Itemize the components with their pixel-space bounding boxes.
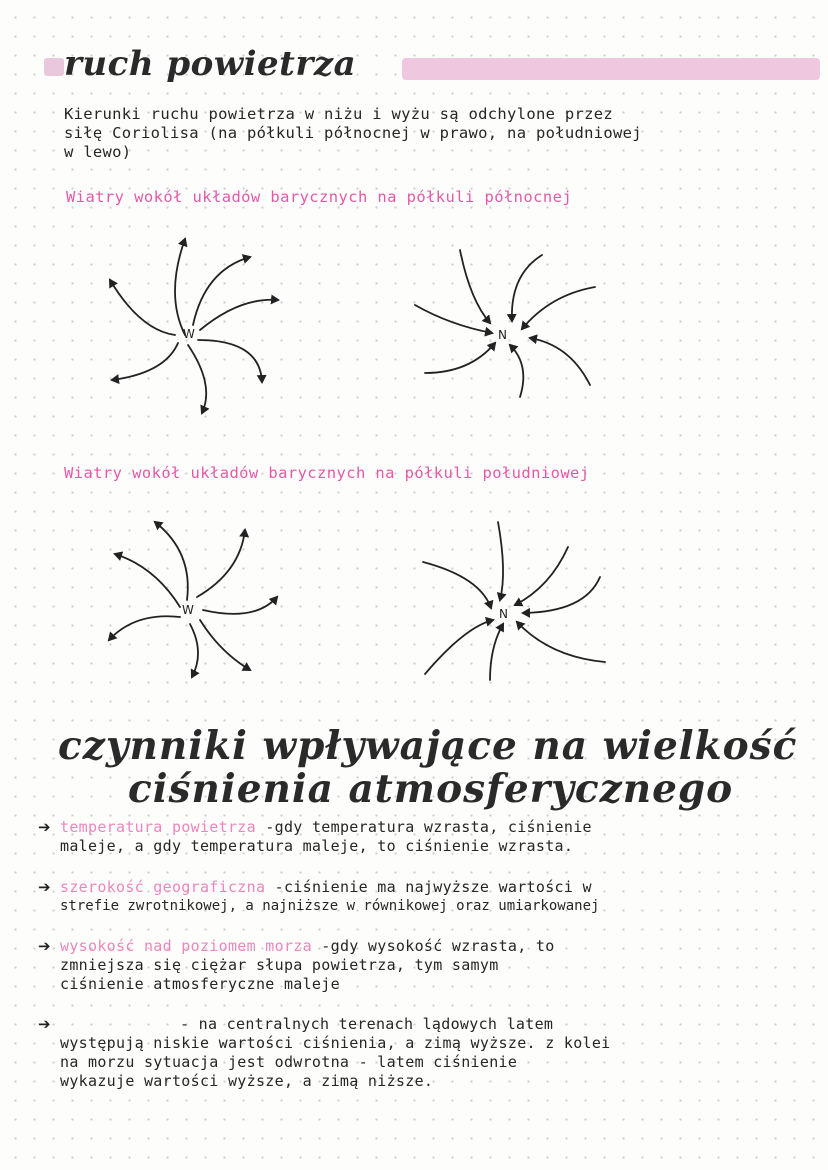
wind-arrow (425, 343, 495, 373)
diagram-south (95, 512, 615, 682)
arrow-right-icon: ➔ (38, 818, 51, 836)
arrow-right-icon: ➔ (38, 937, 51, 955)
factor-text: strefie zwrotnikowej, a najniższe w równikowej oraz umiarkowanej (60, 898, 600, 914)
factor-text: -gdy wysokość wzrasta, to (321, 937, 555, 955)
wind-arrow (109, 616, 180, 640)
wind-arrow (200, 620, 250, 670)
wind-arrow (175, 239, 185, 335)
arrow-right-icon: ➔ (38, 878, 51, 896)
wind-arrow (515, 547, 568, 605)
wind-arrow (155, 522, 188, 600)
high-pressure-label: W (183, 327, 195, 341)
factor-text: -ciśnienie ma najwyższe wartości w (274, 878, 592, 896)
wind-arrow (198, 340, 262, 382)
title-highlight-right (402, 58, 820, 80)
wind-arrow (197, 530, 245, 597)
arrow-right-icon: ➔ (38, 1015, 51, 1033)
title-text: ruch powietrza (64, 44, 357, 84)
heading-factors-line1: czynniki wpływające na wielkość (58, 723, 798, 769)
wind-arrow (188, 345, 206, 413)
low-pressure-label: N (498, 328, 507, 342)
intro-paragraph (64, 105, 784, 162)
diagram-north (90, 225, 610, 425)
intro-line: siłę Coriolisa (na półkuli północnej w prawo, na południowej (64, 124, 642, 142)
wind-arrow (517, 622, 605, 662)
factor-term: szerokość geograficzna (60, 878, 266, 896)
wind-arrow (512, 255, 542, 321)
wind-arrow (510, 345, 523, 397)
factor-text: -gdy temperatura wzrasta, ciśnienie (265, 818, 592, 836)
wind-arrow (423, 562, 491, 608)
high-pressure-label: W (182, 603, 194, 617)
wind-arrow (460, 250, 490, 323)
factor-text: występują niskie wartości ciśnienia, a zimą wyższe. z kolei (60, 1034, 611, 1052)
factor-text: na morzu sytuacja jest odwrotna - latem ciśnienie (60, 1053, 518, 1071)
intro-line: Kierunki ruchu powietrza w niżu i wyżu są odchylone przez (64, 105, 614, 123)
wind-arrow (115, 554, 180, 607)
low-pressure-label: N (499, 607, 508, 621)
wind-arrow (112, 343, 178, 380)
factor-text: wykazuje wartości wyższe, a zimą niższe. (60, 1072, 434, 1090)
factor-term: wysokość nad poziomem morza (60, 937, 312, 955)
wind-arrow (498, 522, 503, 600)
wind-arrow (522, 287, 595, 329)
factor-text: ciśnienie atmosferyczne maleje (60, 975, 340, 993)
wind-arrow (203, 597, 277, 614)
factor-text: zmniejsza się ciężar słupa powietrza, tym samym (60, 956, 499, 974)
wind-arrow (190, 624, 198, 677)
wind-arrow (490, 624, 503, 680)
factor-text: maleje, a gdy temperatura maleje, to ciśnienie wzrasta. (60, 837, 574, 855)
wind-arrow (523, 577, 600, 613)
intro-line: w lewo) (64, 143, 132, 161)
title-highlight-left (44, 58, 64, 76)
factor-term: temperatura powietrza (60, 818, 256, 836)
factor-text: - na centralnych terenach lądowych latem (180, 1015, 554, 1033)
wind-arrow (200, 300, 278, 330)
page-title (42, 44, 787, 94)
wind-arrow (530, 338, 590, 385)
heading-factors-line2: ciśnienia atmosferycznego (128, 766, 734, 812)
wind-arrow (110, 280, 175, 335)
section-north-heading: Wiatry wokół układów barycznych na półkuli północnej (66, 188, 573, 206)
section-south-heading: Wiatry wokół układów barycznych na półkuli południowej (64, 464, 590, 482)
wind-arrow (425, 620, 493, 674)
